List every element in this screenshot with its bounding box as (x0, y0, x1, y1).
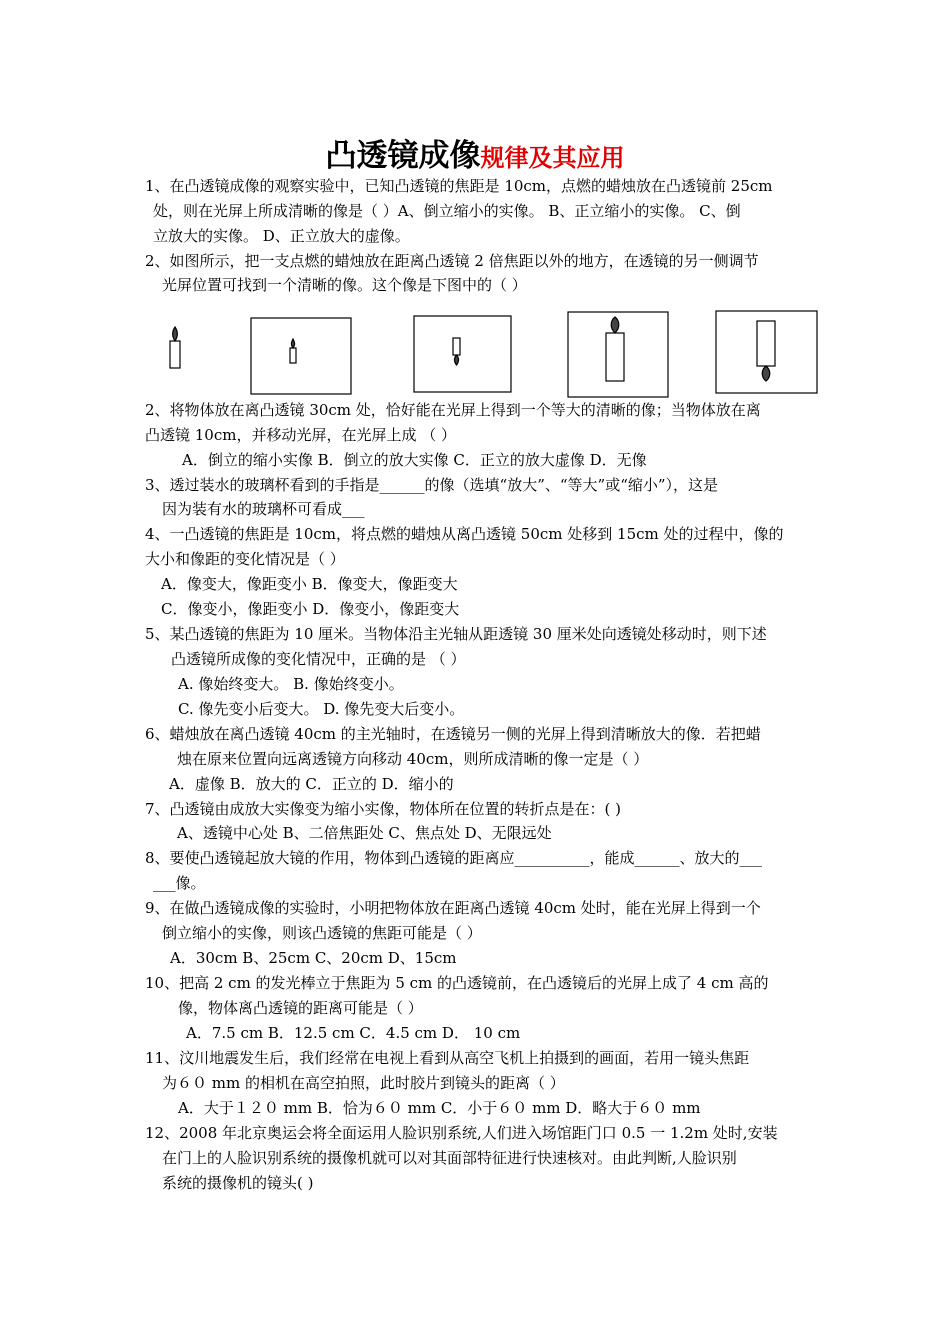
candle-object-figure (170, 327, 180, 368)
text-line: 处，则在光屏上所成清晰的像是（ ）A、倒立缩小的实像。 B、正立缩小的实像。 C、倒 (153, 202, 741, 220)
option-figure-4 (716, 311, 817, 393)
text-line: 倒立缩小的实像，则该凸透镜的焦距可能是（ ） (162, 924, 482, 942)
text-line: 为６０ mm 的相机在高空拍照，此时胶片到镜头的距离（ ） (162, 1074, 565, 1092)
text-line: A．大于１２０ mm B．恰为６０ mm C．小于６０ mm D．略大于６０ mm (178, 1099, 701, 1117)
text-line: C．像变小，像距变小 D．像变小，像距变大 (161, 600, 460, 618)
text-line: 像，物体离凸透镜的距离可能是（ ） (178, 999, 423, 1017)
text-line: A、透镜中心处 B、二倍焦距处 C、焦点处 D、无限远处 (177, 824, 552, 842)
option-figure-2 (414, 316, 511, 392)
option-figure-3 (568, 312, 668, 397)
text-line: A．30cm B、25cm C、20cm D、15cm (170, 949, 457, 967)
text-line: 光屏位置可找到一个清晰的像。这个像是下图中的（ ） (162, 276, 527, 294)
text-line: 7、凸透镜由成放大实像变为缩小实像，物体所在位置的转折点是在：( ) (145, 800, 622, 818)
title-red-part: 规律及其应用 (480, 144, 625, 172)
text-line: 立放大的实像。 D、正立放大的虚像。 (153, 227, 410, 245)
candle-figure-row (0, 308, 950, 404)
text-line: 11、汶川地震发生后，我们经常在电视上看到从高空飞机上拍摄到的画面，若用一镜头焦距 (145, 1049, 750, 1067)
text-line: 烛在原来位置向远离透镜方向移动 40cm，则所成清晰的像一定是（ ） (177, 750, 649, 768)
page-title (0, 130, 950, 175)
text-line: A．像变大，像距变小 B．像变大，像距变大 (161, 575, 458, 593)
text-line: C. 像先变小后变大。 D. 像先变大后变小。 (178, 700, 465, 718)
text-line: 大小和像距的变化情况是（ ） (145, 550, 345, 568)
text-line: A．倒立的缩小实像 B．倒立的放大实像 C．正立的放大虚像 D．无像 (182, 451, 647, 469)
text-line: 1、在凸透镜成像的观察实验中，已知凸透镜的焦距是 10cm，点燃的蜡烛放在凸透镜前 25cm (145, 177, 773, 195)
text-line: A．7.5 cm B．12.5 cm C．4.5 cm D． 10 cm (186, 1024, 521, 1042)
text-line: 4、一凸透镜的焦距是 10cm，将点燃的蜡烛从离凸透镜 50cm 处移到 15cm 处的过程中，像的 (145, 525, 784, 543)
title-black-part: 凸透镜成像 (325, 138, 481, 174)
text-line: 在门上的人脸识别系统的摄像机就可以对其面部特征进行快速核对。由此判断,人脸识别 (162, 1149, 737, 1167)
text-line: 10、把高 2 cm 的发光棒立于焦距为 5 cm 的凸透镜前，在凸透镜后的光屏上成了 4 cm 高的 (145, 974, 769, 992)
text-line: 5、某凸透镜的焦距为 10 厘米。当物体沿主光轴从距透镜 30 厘米处向透镜处移动时，则下述 (145, 625, 767, 643)
text-line: 12、2008 年北京奥运会将全面运用人脸识别系统,人们进入场馆距门口 0.5 一 1.2m 处时,安装 (145, 1124, 778, 1142)
text-line: 凸透镜 10cm，并移动光屏，在光屏上成 （ ） (145, 426, 457, 444)
text-line: ___像。 (153, 874, 206, 892)
text-line: 2、将物体放在离凸透镜 30cm 处，恰好能在光屏上得到一个等大的清晰的像；当物体放在离 (145, 401, 761, 419)
text-line: A. 像始终变大。 B. 像始终变小。 (178, 675, 404, 693)
text-line: 2、如图所示，把一支点燃的蜡烛放在距离凸透镜 2 倍焦距以外的地方，在透镜的另一侧调节 (145, 252, 759, 270)
text-line: 因为装有水的玻璃杯可看成___ (162, 500, 365, 518)
text-line: 3、透过装水的玻璃杯看到的手指是______的像（选填“放大”、“等大”或“缩小”），这是 (145, 476, 719, 494)
text-line: 9、在做凸透镜成像的实验时，小明把物体放在距离凸透镜 40cm 处时，能在光屏上得到一个 (145, 899, 761, 917)
option-figure-1 (251, 318, 351, 394)
text-line: 凸透镜所成像的变化情况中，正确的是 （ ） (171, 650, 466, 668)
text-line: 系统的摄像机的镜头( ) (162, 1174, 314, 1192)
text-line: 8、要使凸透镜起放大镜的作用，物体到凸透镜的距离应__________，能成______、放大的___ (145, 849, 763, 867)
text-line: 6、蜡烛放在离凸透镜 40cm 的主光轴时，在透镜另一侧的光屏上得到清晰放大的像．若把蜡 (145, 725, 761, 743)
text-line: A．虚像 B．放大的 C．正立的 D．缩小的 (169, 775, 454, 793)
